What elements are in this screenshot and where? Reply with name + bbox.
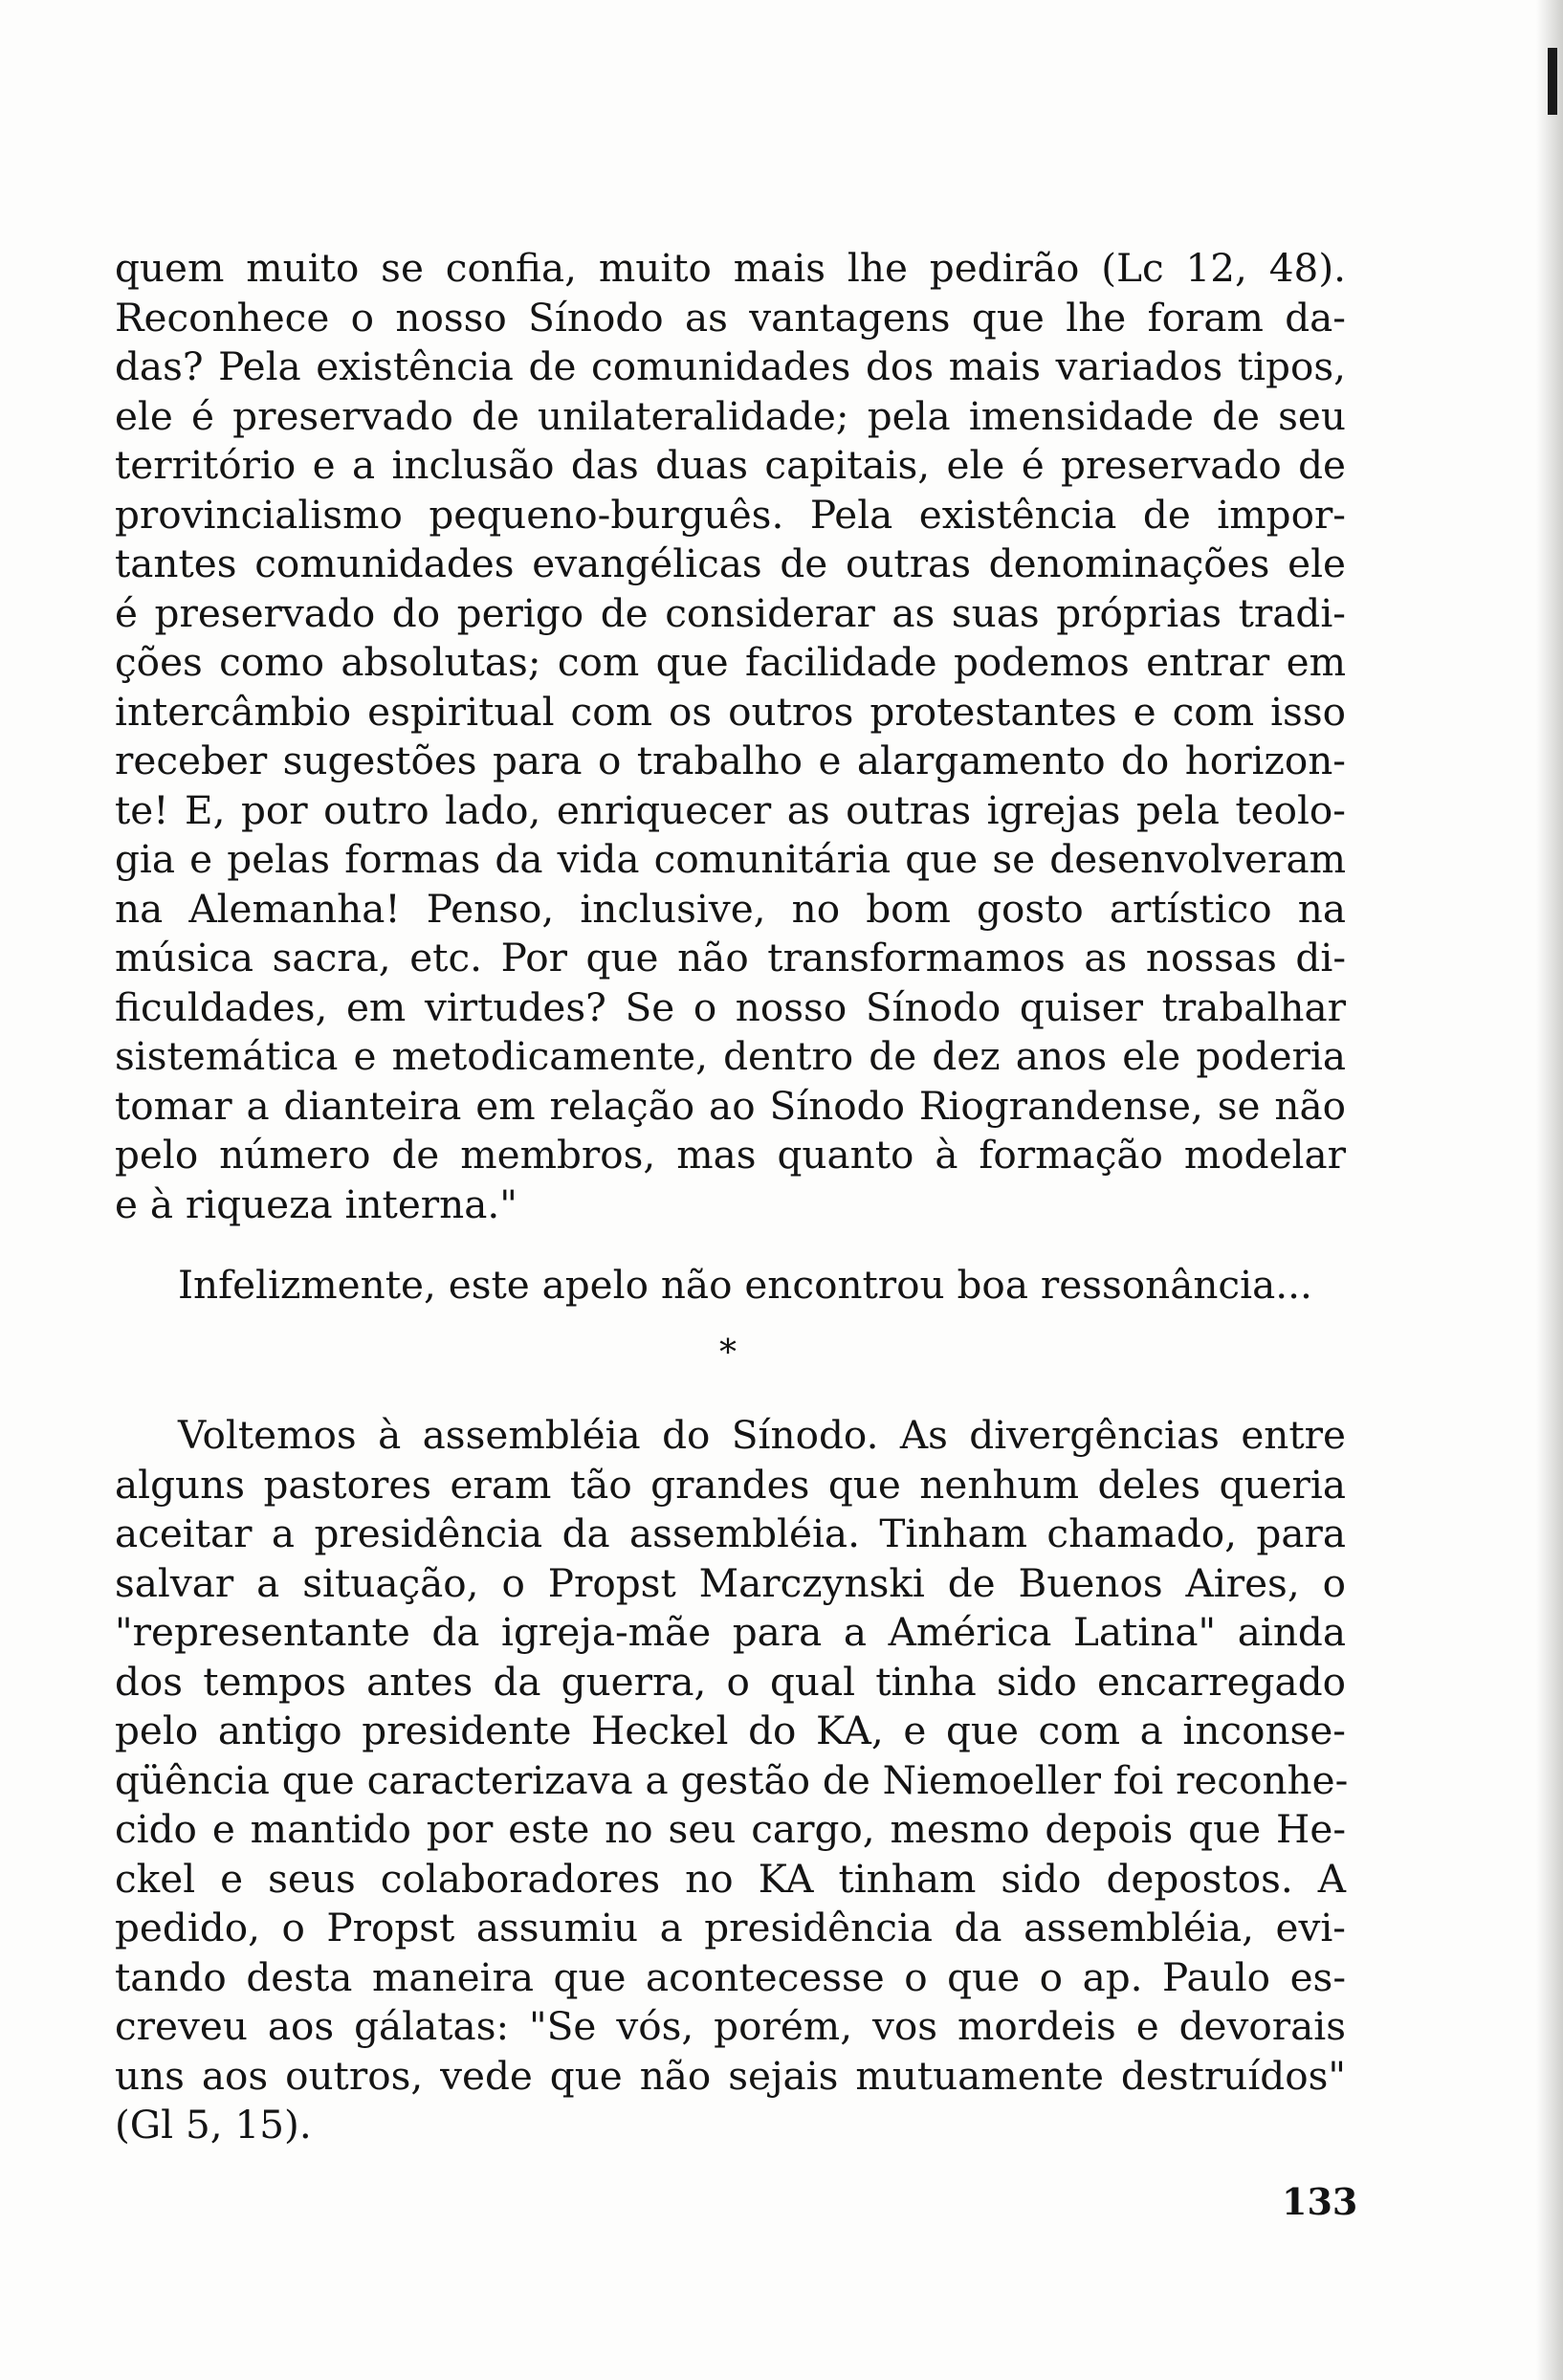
page-edge-mark bbox=[1548, 48, 1557, 115]
text-line: pelo antigo presidente Heckel do KA, e que com a inconse- bbox=[115, 1708, 1346, 1753]
text-line: tando desta maneira que acontecesse o que o ap. Paulo es- bbox=[115, 1953, 1346, 2000]
page-number: 133 bbox=[1282, 2180, 1358, 2223]
text-line: creveu aos gálatas: "Se vós, porém, vos mordeis e devorais bbox=[115, 2003, 1346, 2049]
paragraph-3 bbox=[115, 1411, 1349, 2150]
text-line: tantes comunidades evangélicas de outras denominações ele bbox=[115, 540, 1346, 586]
text-line: é preservado do perigo de considerar as suas próprias tradi- bbox=[115, 589, 1346, 636]
page-edge-shadow bbox=[1536, 0, 1563, 2380]
text-line: (Gl 5, 15). bbox=[115, 2102, 312, 2148]
text-line: ckel e seus colaboradores no KA tinham sido depostos. A bbox=[115, 1855, 1346, 1902]
paragraph-2: Infelizmente, este apelo não encontrou boa ressonância... bbox=[178, 1262, 1312, 1308]
text-line: "representante da igreja-mãe para a América Latina" ainda bbox=[115, 1609, 1346, 1655]
text-line: intercâmbio espiritual com os outros protestantes e com isso bbox=[115, 688, 1346, 735]
text-line: pelo número de membros, mas quanto à formação modelar bbox=[115, 1132, 1346, 1178]
text-line: música sacra, etc. Por que não transformamos as nossas di- bbox=[115, 935, 1346, 981]
text-line: provincialismo pequeno-burguês. Pela existência de impor- bbox=[115, 491, 1346, 538]
text-line: Voltemos à assembléia do Sínodo. As divergências entre bbox=[178, 1412, 1346, 1458]
section-separator: * bbox=[719, 1333, 737, 1373]
text-line: das? Pela existência de comunidades dos mais variados tipos, bbox=[115, 343, 1346, 389]
text-line: Reconhece o nosso Sínodo as vantagens que lhe foram da- bbox=[115, 294, 1346, 341]
text-line: alguns pastores eram tão grandes que nenhum deles queria bbox=[115, 1461, 1346, 1508]
paragraph-1 bbox=[115, 244, 1346, 1229]
text-line: aceitar a presidência da assembléia. Tinham chamado, para bbox=[115, 1510, 1346, 1556]
text-line: dos tempos antes da guerra, o qual tinha sido encarregado bbox=[115, 1658, 1346, 1705]
text-line: te! E, por outro lado, enriquecer as outras igrejas pela teolo- bbox=[115, 786, 1346, 833]
text-line: cido e mantido por este no seu cargo, mesmo depois que He- bbox=[115, 1806, 1346, 1852]
text-line: território e a inclusão das duas capitais, ele é preservado de bbox=[115, 442, 1346, 488]
text-line: ficuldades, em virtudes? Se o nosso Sínodo quiser trabalhar bbox=[115, 983, 1346, 1030]
text-line: quem muito se confia, muito mais lhe pedirão (Lc 12, 48). bbox=[115, 245, 1346, 291]
text-line: qüência que caracterizava a gestão de Niemoeller foi reconhe- bbox=[115, 1756, 1349, 1803]
text-line: e à riqueza interna." bbox=[115, 1180, 517, 1227]
text-line: tomar a dianteira em relação ao Sínodo Riograndense, se não bbox=[115, 1082, 1346, 1129]
text-line: gia e pelas formas da vida comunitária que se desenvolveram bbox=[115, 836, 1346, 882]
text-line: uns aos outros, vede que não sejais mutuamente destruídos" bbox=[115, 2052, 1346, 2099]
text-line: ções como absolutas; com que facilidade podemos entrar em bbox=[115, 639, 1346, 685]
text-line: ele é preservado de unilateralidade; pela imensidade de seu bbox=[115, 392, 1346, 439]
text-line: na Alemanha! Penso, inclusive, no bom gosto artístico na bbox=[115, 885, 1346, 932]
text-line: receber sugestões para o trabalho e alargamento do horizon- bbox=[115, 738, 1346, 783]
text-line: pedido, o Propst assumiu a presidência da assembléia, evi- bbox=[115, 1905, 1346, 1950]
text-line: sistemática e metodicamente, dentro de dez anos ele poderia bbox=[115, 1033, 1346, 1079]
text-line: salvar a situação, o Propst Marczynski de Buenos Aires, o bbox=[115, 1559, 1346, 1606]
